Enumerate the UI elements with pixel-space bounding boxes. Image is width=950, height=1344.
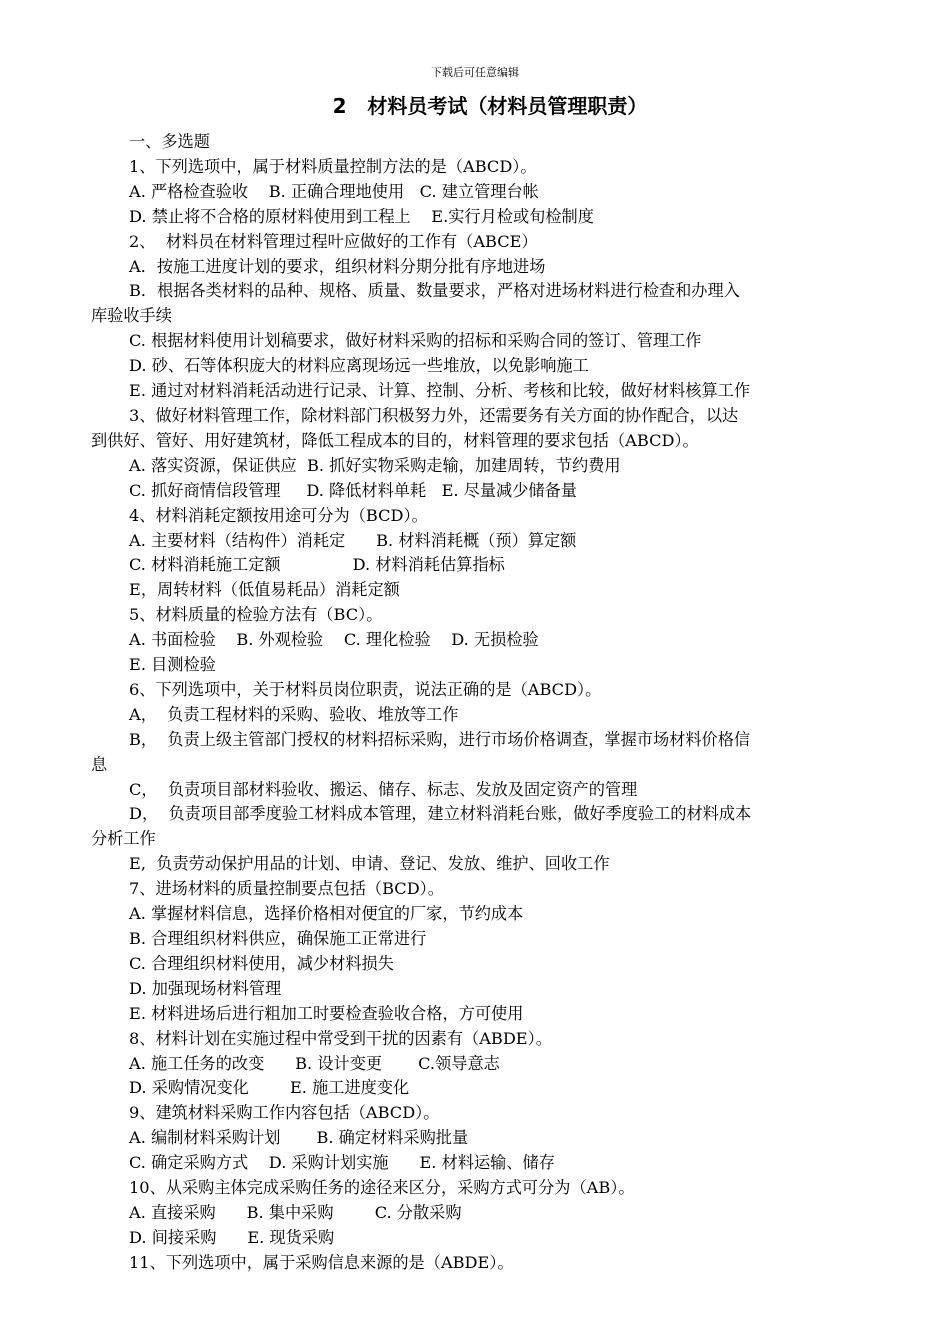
text-line: 4、材料消耗定额按用途可分为（BCD）。	[129, 505, 428, 525]
text-line: A. 施工任务的改变 B. 设计变更 C.领导意志	[129, 1053, 500, 1073]
text-line: 2、 材料员在材料管理过程叶应做好的工作有（ABCE）	[129, 231, 538, 251]
text-line: E. 材料进场后进行粗加工时要检查验收合格，方可使用	[129, 1003, 524, 1023]
text-line: D. 禁止将不合格的原材料使用到工程上 E.实行月检或旬检制度	[129, 206, 594, 226]
text-line: D. 间接采购 E. 现货采购	[129, 1227, 335, 1247]
text-line: C. 确定采购方式 D. 采购计划实施 E. 材料运输、储存	[129, 1153, 555, 1173]
text-line: E, 负责劳动保护用品的计划、申请、登记、发放、维护、回收工作	[129, 854, 610, 874]
text-line: C. 材料消耗施工定额 D. 材料消耗估算指标	[129, 555, 505, 575]
text-line: A. 掌握材料信息，选择价格相对便宜的厂家，节约成本	[129, 904, 524, 924]
text-line: 3、做好材料管理工作，除材料部门积极努力外，还需要务有关方面的协作配合，以达	[129, 405, 739, 425]
text-line: C. 抓好商情信段管理 D. 降低材料单耗 E. 尽量减少储备量	[129, 480, 577, 500]
text-line: 一、多选题	[129, 132, 210, 151]
text-line: 1、下列选项中，属于材料质量控制方法的是（ABCD）。	[129, 156, 537, 176]
text-line: 到供好、管好、用好建筑材，降低工程成本的目的，材料管理的要求包括（ABCD）。	[91, 430, 699, 450]
text-line: 分析工作	[91, 829, 156, 849]
text-line: A. 落实资源，保证供应 B. 抓好实物采购走输，加建周转，节约费用	[129, 455, 621, 475]
text-line: E. 通过对材料消耗活动进行记录、计算、控制、分析、考核和比较，做好材料核算工作	[129, 381, 751, 401]
text-line: 6、下列选项中，关于材料员岗位职责，说法正确的是（ABCD）。	[129, 679, 602, 699]
text-line: B．根据各类材料的品种、规格、质量、数量要求，严格对进场材料进行检查和办理入	[129, 281, 740, 301]
text-line: 7、进场材料的质量控制要点包括（BCD）。	[129, 879, 444, 899]
text-line: 11、下列选项中，属于采购信息来源的是（ABDE）。	[129, 1252, 514, 1272]
text-line: D. 砂、石等体积庞大的材料应离现场远一些堆放，以免影响施工	[129, 356, 589, 376]
text-line: 5、材料质量的检验方法有（BC）。	[129, 605, 383, 625]
text-line: 10、从采购主体完成采购任务的途径来区分，采购方式可分为（AB）。	[129, 1178, 635, 1198]
text-line: A. 严格检查验收 B. 正确合理地使用 C. 建立管理台帐	[129, 181, 539, 201]
text-line: D， 负责项目部季度验工材料成本管理，建立材料消耗台账，做好季度验工的材料成本	[129, 804, 752, 824]
text-line: C. 合理组织材料使用，减少材料损失	[129, 953, 394, 973]
text-line: A， 负责工程材料的采购、验收、堆放等工作	[129, 704, 459, 724]
text-line: A. 编制材料采购计划 B. 确定材料采购批量	[129, 1128, 469, 1148]
text-line: B. 合理组织材料供应，确保施工正常进行	[129, 929, 427, 948]
text-line: A. 直接采购 B. 集中采购 C. 分散采购	[129, 1202, 462, 1222]
text-line: 息	[91, 754, 108, 774]
text-line: 库验收手续	[91, 306, 172, 326]
text-line: C. 根据材料使用计划稿要求，做好材料采购的招标和采购合同的签订、管理工作	[129, 331, 702, 351]
text-line: 9、建筑材料采购工作内容包括（ABCD）。	[129, 1103, 440, 1123]
text-line: A. 主要材料（结构件）消耗定 B. 材料消耗概（预）算定额	[129, 530, 577, 550]
document-body	[91, 130, 863, 1276]
document-title: 2 材料员考试（材料员管理职责）	[332, 94, 648, 118]
text-line: B， 负责上级主管部门授权的材料招标采购，进行市场价格调查，掌握市场材料价格信	[129, 729, 751, 749]
text-line: C， 负责项目部材料验收、搬运、储存、标志、发放及固定资产的管理	[129, 779, 638, 799]
text-line: A．按施工进度计划的要求，组织材料分期分批有序地进场	[129, 256, 546, 276]
header-note: 下载后可任意编辑	[431, 66, 519, 79]
text-line: D. 采购情况变化 E. 施工进度变化	[129, 1078, 410, 1098]
text-line: E，周转材料（低值易耗品）消耗定额	[129, 580, 400, 600]
text-line: D. 加强现场材料管理	[129, 978, 282, 998]
text-line: E. 目测检验	[129, 655, 216, 675]
text-line: 8、材料计划在实施过程中常受到干扰的因素有（ABDE）。	[129, 1028, 552, 1048]
text-line: A. 书面检验 B. 外观检验 C. 理化检验 D. 无损检验	[129, 630, 539, 650]
